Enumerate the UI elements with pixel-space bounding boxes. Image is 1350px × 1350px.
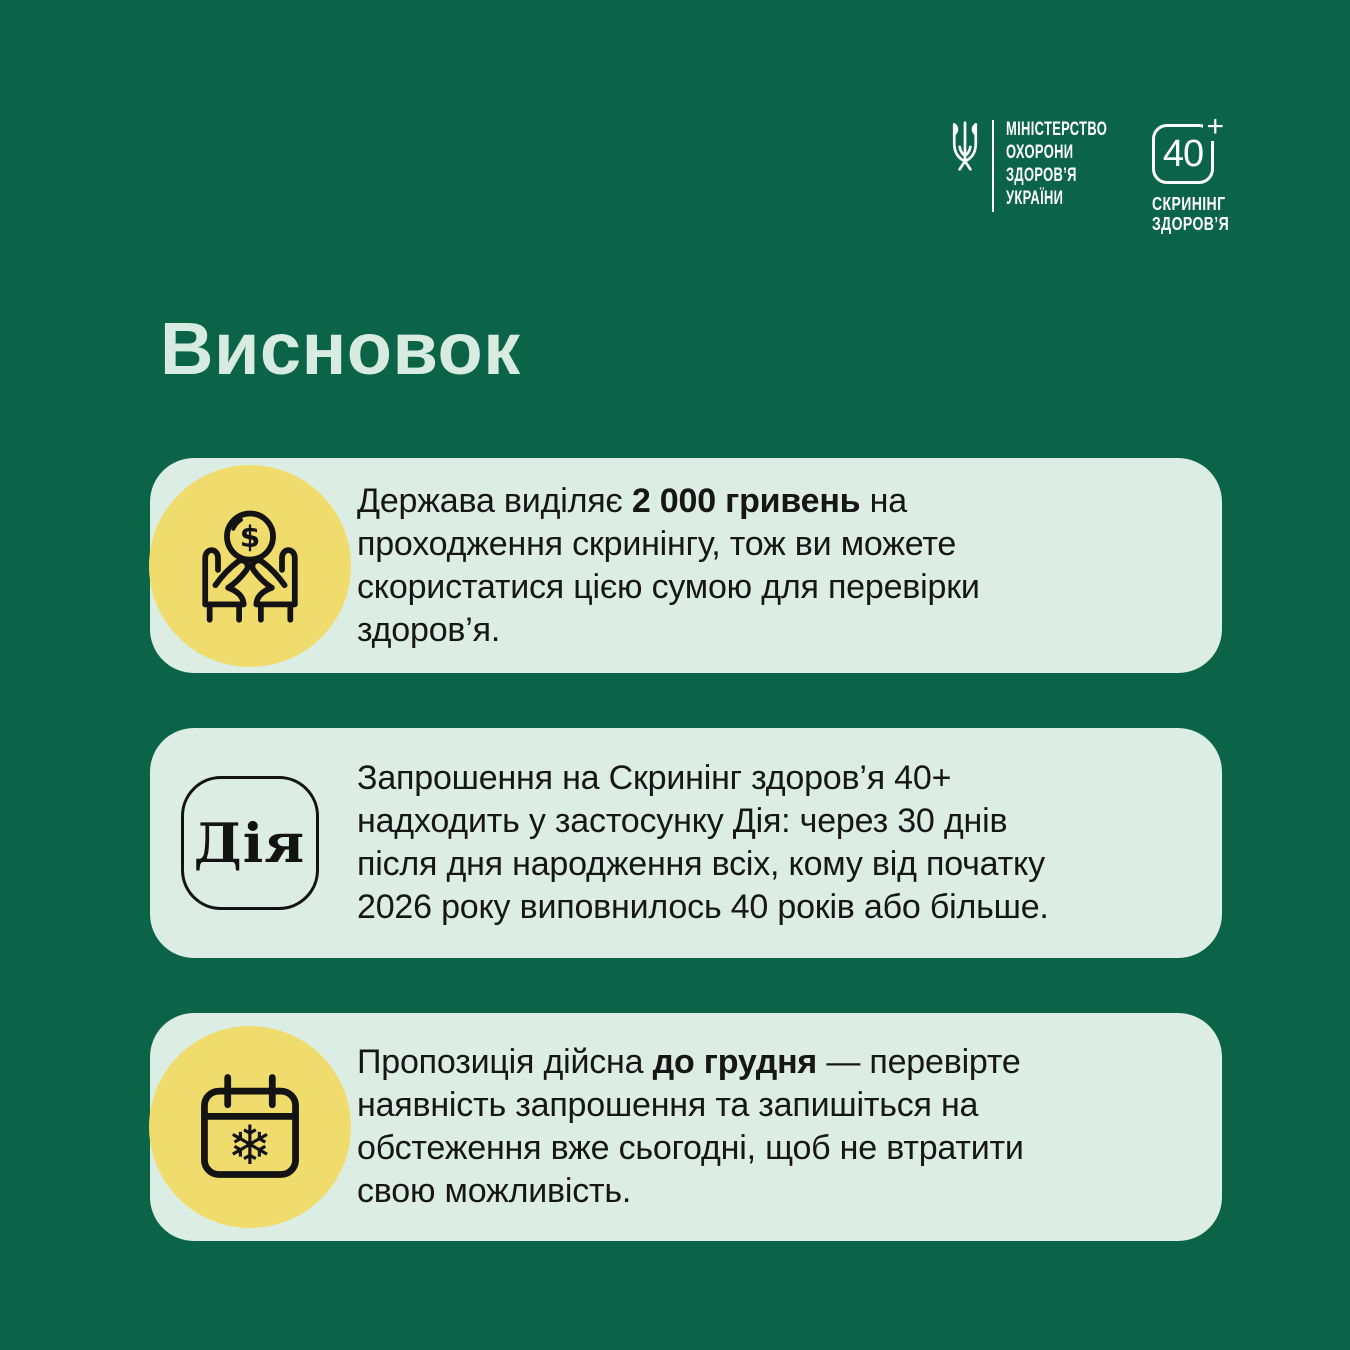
calendar-snowflake-icon [149,1026,351,1228]
dollar-glyph: $ [239,519,260,554]
badge-label [1152,194,1246,234]
cards [150,458,1222,1241]
card-text: Пропозиція дійсна до грудня — перевірте наявність запрошення та запишіться на обстеження вже сьогодні, щоб не втратити свою можливість. [357,1043,1024,1210]
badge-label-line: ЗДОРОВ’Я [1152,214,1230,234]
ministry-name-line: ОХОРОНИ [1006,142,1074,163]
diia-logo-text: Дія [193,811,306,875]
card-text: Держава виділяє 2 000 гривень на проходження скринінгу, тож ви можете скористатися цією сумою для перевірки здоров’я. [357,481,980,649]
ministry-name-line: УКРАЇНИ [1006,188,1064,209]
screening-40-badge [1152,110,1272,234]
snowflake-glyph: ❄ [226,1113,273,1177]
card-diia [150,728,1222,958]
badge-number: 40 [1162,132,1204,175]
logo-divider [992,120,994,212]
ministry-name-line: ЗДОРОВ’Я [1006,165,1077,186]
ministry-name [1006,118,1107,210]
diia-app-icon [181,776,319,910]
card-deadline [150,1013,1222,1241]
ministry-logo [948,118,1155,212]
badge-label-line: СКРИНІНГ [1152,194,1226,214]
trident-icon [948,120,982,172]
card-text: Запрошення на Скринінг здоров’я 40+ надходить у застосунку Дія: через 30 днів після дня народження всіх, кому від початку 2026 року виповнилось 40 років або більше. [357,759,1049,926]
ministry-name-line: МІНІСТЕРСТВО [1006,119,1108,140]
hands-coin-icon [149,465,351,667]
page-title: Висновок [160,307,521,390]
card-funding [150,458,1222,673]
badge-plus: + [1203,113,1227,141]
header [948,110,1230,234]
badge-40-box [1152,110,1224,184]
